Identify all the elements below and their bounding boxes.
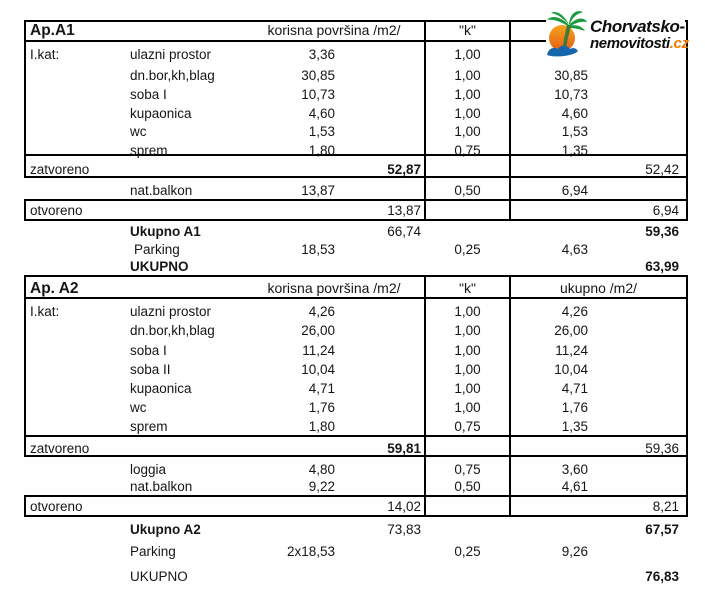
k-value: 1,00 xyxy=(454,400,481,415)
table-row xyxy=(24,122,686,141)
table-row xyxy=(24,360,686,379)
logo-text xyxy=(590,18,689,51)
k-value: 1,00 xyxy=(454,304,481,319)
k-value: 0,75 xyxy=(454,419,481,434)
room-name: kupaonica xyxy=(130,381,192,396)
site-logo xyxy=(546,11,689,58)
table-row xyxy=(24,141,686,160)
total-value: 1,35 xyxy=(561,143,588,158)
table-row xyxy=(24,477,686,497)
closed-area-subtotal: 52,87 xyxy=(387,162,421,177)
a2-header-row xyxy=(24,278,686,299)
a2-zatvoreno-row xyxy=(24,439,686,459)
table-row xyxy=(24,341,686,360)
total-value: 26,00 xyxy=(554,323,588,338)
room-name: wc xyxy=(130,400,147,415)
total-value: 1,35 xyxy=(561,419,588,434)
area-value: 4,71 xyxy=(308,381,335,396)
a1-zatvoreno-row xyxy=(24,160,686,180)
ukupno-label: Ukupno A1 xyxy=(130,224,201,239)
total-value: 10,04 xyxy=(554,362,588,377)
area-value: 4,26 xyxy=(308,304,335,319)
k-value: 1,00 xyxy=(454,323,481,338)
ukupno-area: 66,74 xyxy=(387,224,421,239)
parking-label: Parking xyxy=(134,242,180,257)
area-value: 3,36 xyxy=(308,47,335,62)
room-name: soba I xyxy=(130,343,167,358)
logo-brand-line2: nemovitosti xyxy=(590,34,670,52)
area-value: 1,80 xyxy=(308,143,335,158)
table-row xyxy=(24,379,686,398)
k-value: 1,00 xyxy=(454,68,481,83)
area-value: 9,22 xyxy=(308,479,335,494)
a2-col-header-area: korisna površina /m2/ xyxy=(267,280,401,296)
area-value: 1,53 xyxy=(308,124,335,139)
table-row xyxy=(24,417,686,436)
k-value: 1,00 xyxy=(454,106,481,121)
k-value: 1,00 xyxy=(454,343,481,358)
total-value: 1,53 xyxy=(561,124,588,139)
total-value: 6,94 xyxy=(561,183,588,198)
a2-col-header-total: ukupno /m2/ xyxy=(559,280,638,296)
a2-parking-row xyxy=(24,542,686,562)
ukupno-area: 73,83 xyxy=(387,522,421,537)
total-value: 1,76 xyxy=(561,400,588,415)
grand-total-label: UKUPNO xyxy=(130,569,188,584)
room-name: soba I xyxy=(130,87,167,102)
area-value: 11,24 xyxy=(302,343,335,358)
table-row xyxy=(24,398,686,417)
parking-total: 9,26 xyxy=(561,544,588,559)
room-name: sprem xyxy=(130,419,168,434)
room-name: kupaonica xyxy=(130,106,192,121)
room-name: ulazni prostor xyxy=(130,304,212,319)
open-area-label: otvoreno xyxy=(30,203,83,218)
k-value: 0,75 xyxy=(454,462,481,477)
total-value: 4,26 xyxy=(561,304,588,319)
room-name: dn.bor,kh,blag xyxy=(130,68,215,83)
room-name: wc xyxy=(130,124,147,139)
grand-total-value: 76,83 xyxy=(645,569,679,584)
a1-title: Ap.A1 xyxy=(30,22,75,39)
total-value: 30,85 xyxy=(554,68,588,83)
area-value: 10,04 xyxy=(301,362,335,377)
a2-subtotal-row xyxy=(24,520,686,540)
total-value: 4,60 xyxy=(561,106,588,121)
parking-area: 2x18,53 xyxy=(286,544,335,559)
parking-total: 4,63 xyxy=(561,242,588,257)
closed-area-total: 59,36 xyxy=(645,441,679,456)
room-name: loggia xyxy=(130,462,167,477)
area-value: 26,00 xyxy=(301,323,335,338)
k-value: 1,00 xyxy=(454,124,481,139)
closed-area-subtotal: 59,81 xyxy=(387,441,421,456)
table-row xyxy=(24,66,686,85)
open-area-total: 8,21 xyxy=(652,499,679,514)
a2-otvoreno-row xyxy=(24,497,686,517)
closed-area-label: zatvoreno xyxy=(30,162,90,177)
area-value: 1,80 xyxy=(308,419,335,434)
floor-label: I.kat: xyxy=(30,47,60,62)
room-name: dn.bor,kh,blag xyxy=(130,323,215,338)
k-value: 0,50 xyxy=(454,479,481,494)
area-value: 1,76 xyxy=(308,400,335,415)
ukupno-total: 59,36 xyxy=(645,224,679,239)
area-value: 10,73 xyxy=(301,87,335,102)
floor-label: I.kat: xyxy=(30,304,60,319)
grand-total-label: UKUPNO xyxy=(130,259,189,274)
total-value: 11,24 xyxy=(555,343,588,358)
k-value: 0,50 xyxy=(454,183,481,198)
k-value: 1,00 xyxy=(454,87,481,102)
a2-col-header-k: "k" xyxy=(459,280,476,296)
grand-total-value: 63,99 xyxy=(645,259,679,274)
k-value: 1,00 xyxy=(454,47,481,62)
area-value: 30,85 xyxy=(301,68,335,83)
table-row xyxy=(24,104,686,123)
a1-subtotal-row xyxy=(24,222,686,241)
area-value: 4,80 xyxy=(308,462,335,477)
a1-col-header-k: "k" xyxy=(459,22,476,38)
logo-tld: .cz xyxy=(669,34,689,52)
parking-k: 0,25 xyxy=(454,544,481,559)
a2-grand-total-row xyxy=(24,567,686,587)
ukupno-label: Ukupno A2 xyxy=(130,522,201,537)
room-name: nat.balkon xyxy=(130,479,193,494)
total-value: 4,61 xyxy=(561,479,588,494)
k-value: 1,00 xyxy=(454,381,481,396)
k-value: 0,75 xyxy=(454,143,481,158)
open-area-label: otvoreno xyxy=(30,499,83,514)
table-row xyxy=(24,302,686,321)
total-value: 4,71 xyxy=(561,381,588,396)
table-row xyxy=(24,85,686,104)
grid-line xyxy=(686,275,688,517)
total-value: 10,73 xyxy=(554,87,588,102)
total-value: 3,60 xyxy=(561,462,588,477)
k-value: 1,00 xyxy=(454,362,481,377)
ukupno-total: 67,57 xyxy=(645,522,679,537)
palm-tree-sun-wave-icon xyxy=(546,11,588,58)
closed-area-total: 52,42 xyxy=(645,162,679,177)
a1-grand-total-row xyxy=(24,257,686,276)
closed-area-label: zatvoreno xyxy=(30,441,90,456)
room-name: sprem xyxy=(130,143,168,158)
table-row xyxy=(24,181,686,201)
area-value: 13,87 xyxy=(301,183,335,198)
room-name: soba II xyxy=(130,362,171,377)
area-value: 4,60 xyxy=(308,106,335,121)
a2-title: Ap. A2 xyxy=(30,280,79,297)
parking-k: 0,25 xyxy=(454,242,481,257)
open-area-subtotal: 13,87 xyxy=(387,203,421,218)
a1-otvoreno-row xyxy=(24,201,686,221)
open-area-subtotal: 14,02 xyxy=(387,499,421,514)
room-name: nat.balkon xyxy=(130,183,193,198)
parking-label: Parking xyxy=(130,544,176,559)
room-name: ulazni prostor xyxy=(130,47,212,62)
table-row xyxy=(24,321,686,340)
parking-area: 18,53 xyxy=(301,242,335,257)
open-area-total: 6,94 xyxy=(652,203,679,218)
a1-col-header-area: korisna površina /m2/ xyxy=(267,22,401,38)
logo-brand-line1: Chorvatsko- xyxy=(590,17,685,37)
